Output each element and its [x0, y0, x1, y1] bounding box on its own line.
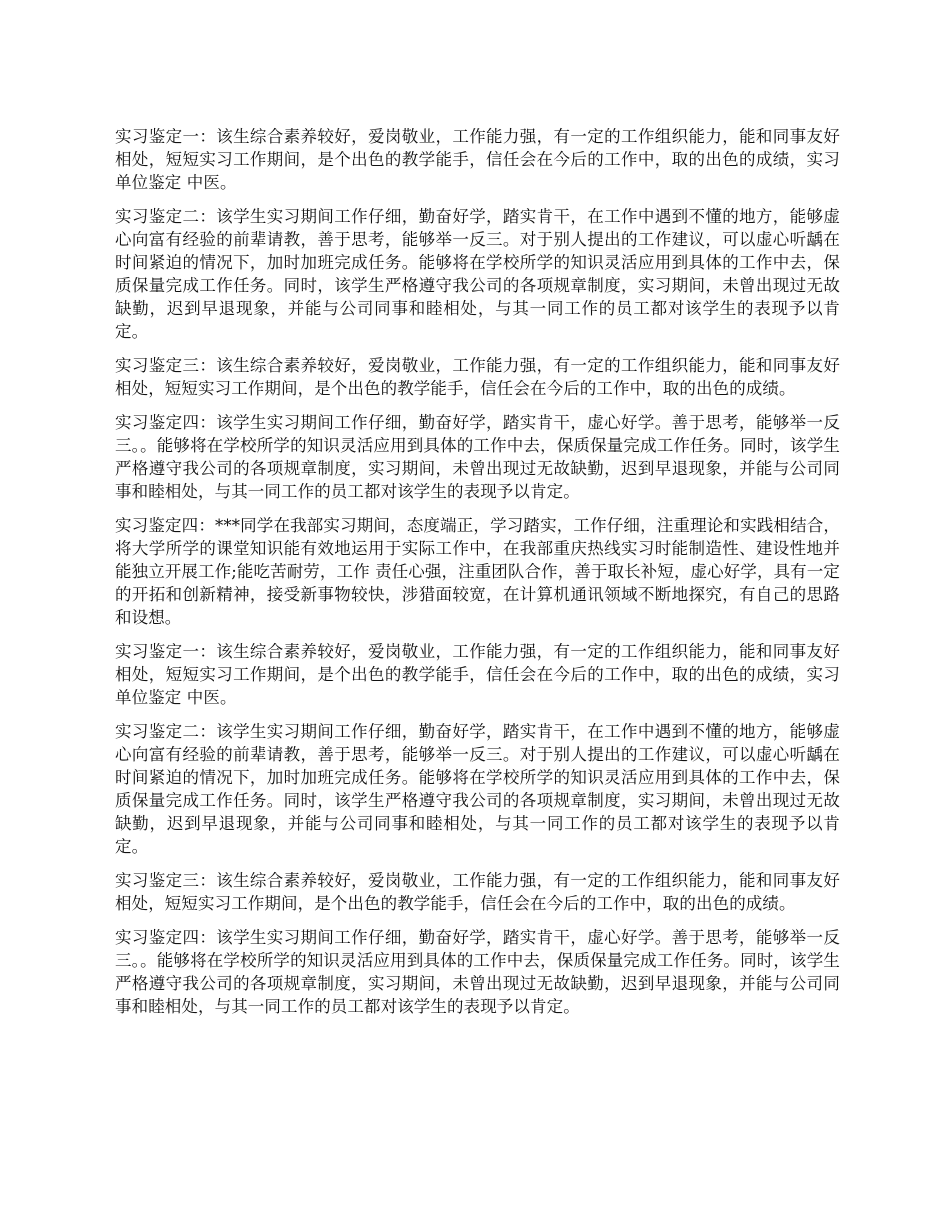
paragraph-internship-evaluation-9: 实习鉴定四：该学生实习期间工作仔细，勤奋好学，踏实肯干，虚心好学。善于思考，能够举一反三。。能够将在学校所学的知识灵活应用到具体的工作中去，保质保量完成工作任务。同时，该学生严格遵守我公司的各项规章制度，实习期间，未曾出现过无故缺勤，迟到早退现象，并能与公司同事和睦相处，与其一同工作的员工都对该学生的表现予以肯定。	[115, 928, 840, 1016]
paragraph-internship-evaluation-6: 实习鉴定一：该生综合素养较好，爱岗敬业，工作能力强，有一定的工作组织能力，能和同事友好相处，短短实习工作期间，是个出色的教学能手，信任会在今后的工作中，取的出色的成绩，实习单位鉴定 中医。	[115, 642, 840, 707]
paragraph-internship-evaluation-2: 实习鉴定二：该学生实习期间工作仔细，勤奋好学，踏实肯干，在工作中遇到不懂的地方，能够虚心向富有经验的前辈请教，善于思考，能够举一反三。对于别人提出的工作建议，可以虚心听龋在时间紧迫的情况下，加时加班完成任务。能够将在学校所学的知识灵活应用到具体的工作中去，保质保量完成工作任务。同时，该学生严格遵守我公司的各项规章制度，实习期间，未曾出现过无故缺勤，迟到早退现象，并能与公司同事和睦相处，与其一同工作的员工都对该学生的表现予以肯定。	[115, 207, 840, 341]
paragraph-internship-evaluation-3: 实习鉴定三：该生综合素养较好，爱岗敬业，工作能力强，有一定的工作组织能力，能和同事友好相处，短短实习工作期间，是个出色的教学能手，信任会在今后的工作中，取的出色的成绩。	[115, 356, 840, 398]
document-body	[115, 125, 840, 1029]
paragraph-internship-evaluation-1: 实习鉴定一：该生综合素养较好，爱岗敬业，工作能力强，有一定的工作组织能力，能和同事友好相处，短短实习工作期间，是个出色的教学能手，信任会在今后的工作中，取的出色的成绩，实习单位鉴定 中医。	[115, 127, 840, 192]
paragraph-internship-evaluation-7: 实习鉴定二：该学生实习期间工作仔细，勤奋好学，踏实肯干，在工作中遇到不懂的地方，能够虚心向富有经验的前辈请教，善于思考，能够举一反三。对于别人提出的工作建议，可以虚心听龋在时间紧迫的情况下，加时加班完成任务。能够将在学校所学的知识灵活应用到具体的工作中去，保质保量完成工作任务。同时，该学生严格遵守我公司的各项规章制度，实习期间，未曾出现过无故缺勤，迟到早退现象，并能与公司同事和睦相处，与其一同工作的员工都对该学生的表现予以肯定。	[115, 722, 840, 856]
paragraph-internship-evaluation-4: 实习鉴定四：该学生实习期间工作仔细，勤奋好学，踏实肯干，虚心好学。善于思考，能够举一反三。。能够将在学校所学的知识灵活应用到具体的工作中去，保质保量完成工作任务。同时，该学生严格遵守我公司的各项规章制度，实习期间，未曾出现过无故缺勤，迟到早退现象，并能与公司同事和睦相处，与其一同工作的员工都对该学生的表现予以肯定。	[115, 413, 840, 501]
paragraph-internship-evaluation-5: 实习鉴定四：***同学在我部实习期间，态度端正，学习踏实，工作仔细，注重理论和实践相结合，将大学所学的课堂知识能有效地运用于实际工作中，在我部重庆热线实习时能制造性、建设性地并能独立开展工作;能吃苦耐劳，工作 责任心强，注重团队合作，善于取长补短，虚心好学，具有一定的开拓和创新精神，接受新事物较快，涉猎面较宽，在计算机通讯领域不断地探究，有自己的思路和设想。	[115, 516, 840, 627]
paragraph-internship-evaluation-8: 实习鉴定三：该生综合素养较好，爱岗敬业，工作能力强，有一定的工作组织能力，能和同事友好相处，短短实习工作期间，是个出色的教学能手，信任会在今后的工作中，取的出色的成绩。	[115, 871, 840, 913]
